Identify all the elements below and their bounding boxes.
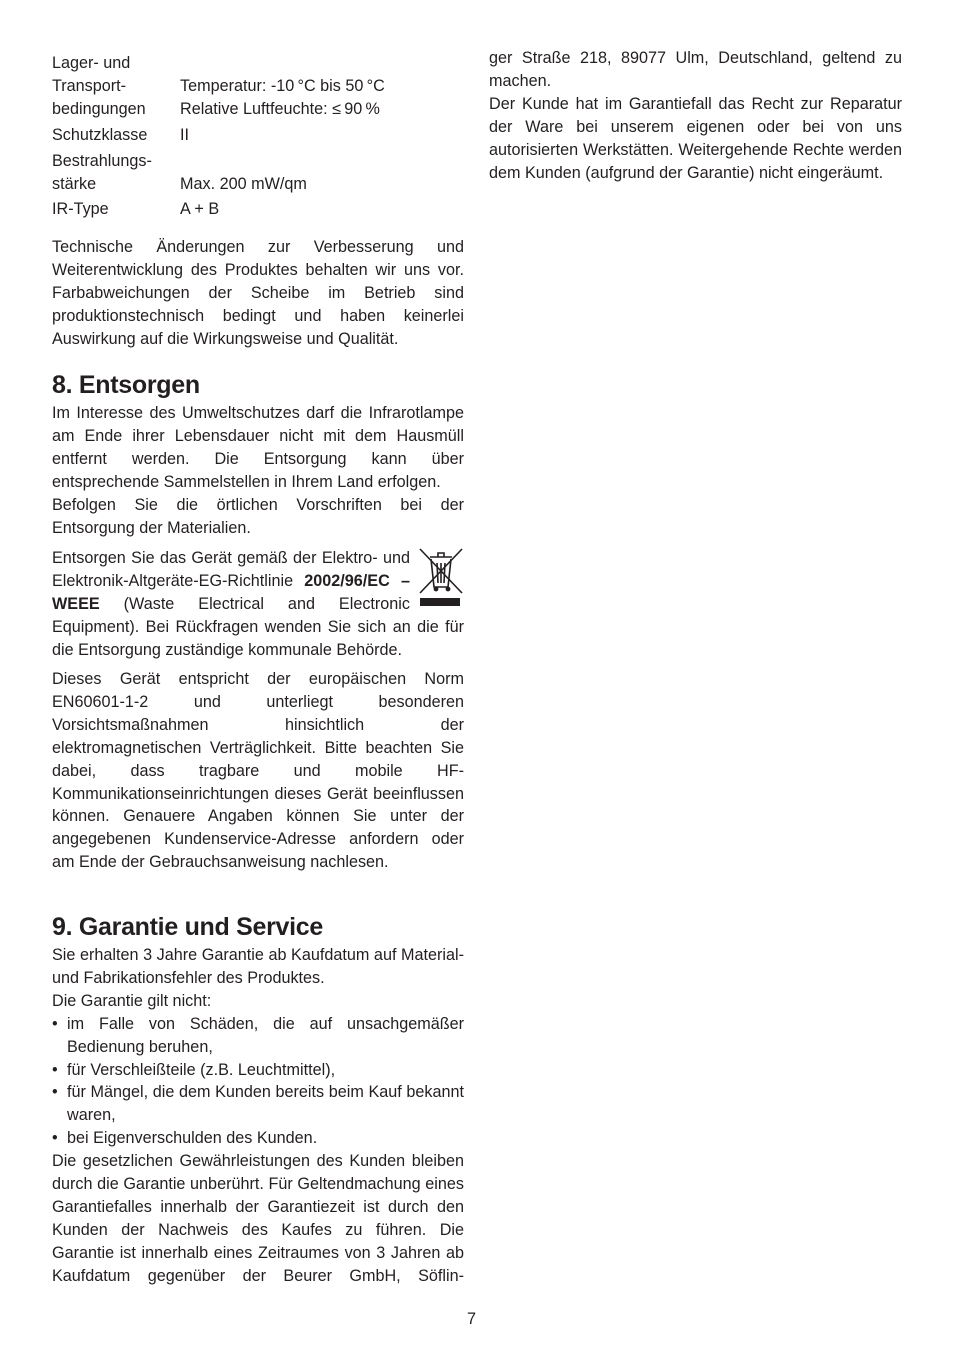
spec-label <box>52 52 180 121</box>
section-heading: 9. Garantie und Service <box>52 913 323 941</box>
spec-label <box>52 150 180 196</box>
spec-label <box>52 124 180 147</box>
weee-directive-bold: 2002/96/EC – WEEE <box>52 572 410 614</box>
spec-value <box>180 52 464 121</box>
spec-value-line <box>180 52 464 75</box>
warranty-exclusions-list <box>52 1013 464 1150</box>
weee-text-continued: (Waste Electrical and Electronic Equipment). Bei Rückfragen wenden Sie sich an die für die Entsorgung zuständige kommunale Behörde. <box>52 595 464 660</box>
spec-value-line: A + B <box>180 200 220 219</box>
warranty-continued <box>489 47 902 184</box>
spec-label-line: bedingungen <box>52 99 146 118</box>
spec-label-line: stärke <box>52 174 97 193</box>
spec-row-storage <box>52 52 464 121</box>
spec-label <box>52 198 180 221</box>
tech-note-text: Technische Änderungen zur Verbesserung und Weiterentwicklung des Produktes behalten wir uns vor. Farbabweichungen der Scheibe im Betrieb sind produktionstechnisch bedingt und haben keinerlei Auswirkung auf die Wirkungsweise und Qualität. <box>52 238 464 348</box>
warranty-address-continuation: ger Straße 218, 89077 Ulm, Deutschland, geltend zu machen. <box>489 49 902 90</box>
page-number: 7 <box>467 1310 477 1328</box>
list-item: • für Verschleißteile (z.B. Leuchtmittel), <box>52 1059 464 1082</box>
weee-paragraph-block <box>52 547 464 662</box>
warranty-repair-paragraph: Der Kunde hat im Garantiefall das Recht zur Reparatur der Ware bei unserem eigenen oder bei von uns autorisierten Werkstätten. Weitergehende Rechte werden dem Kunden (aufgrund der Garantie) nicht eingeräumt. <box>489 94 902 182</box>
spec-value-line: Max. 200 mW/qm <box>180 174 307 193</box>
spec-value-line: Relative Luftfeuchte: ≤ 90 % <box>180 99 380 118</box>
spec-row-irradiance <box>52 150 464 196</box>
spec-value <box>180 124 464 147</box>
section-heading: 8. Entsorgen <box>52 371 200 399</box>
technical-changes-note <box>52 236 464 351</box>
crossed-out-wheelie-bin-icon <box>418 547 464 609</box>
disposal-paragraph: Im Interesse des Umweltschutzes darf die Infrarotlampe am Ende ihrer Lebensdauer nicht mit dem Hausmüll entfernt werden. Die Entsorgung kann über entsprechende Sammelstellen in Ihrem Land erfolgen. <box>52 404 464 491</box>
weee-text: Entsorgen Sie das Gerät gemäß der Elektro- und Elektronik-Altgeräte-EG-Richtlinie <box>52 549 410 591</box>
warranty-exclusions-intro: Die Garantie gilt nicht: <box>52 991 212 1010</box>
spec-value-line: Temperatur: -10 °C bis 50 °C <box>180 76 385 95</box>
list-item: • bei Eigenverschulden des Kunden. <box>52 1127 464 1150</box>
spec-label-line: Transport- <box>52 76 127 95</box>
spec-label-line: Schutzklasse <box>52 125 148 144</box>
spec-label-line: Lager- und <box>52 54 131 72</box>
list-item: • im Falle von Schäden, die auf unsachgemäßer Bedienung beruhen, <box>52 1013 464 1059</box>
spec-value <box>180 198 464 221</box>
spec-row-ir-type <box>52 198 464 221</box>
disposal-regulations-paragraph: Befolgen Sie die örtlichen Vorschriften bei der Entsorgung der Materialien. <box>52 495 464 537</box>
technical-specs-table <box>52 52 464 224</box>
warranty-statutory-paragraph: Die gesetzlichen Gewährleistungen des Kunden bleiben durch die Garantie unberührt. Für Geltendmachung eines Garantiefalles innerhalb der Garantiezeit ist durch den Kunden der Nachweis des Kaufes zu führen. Die Garantie ist innerhalb eines Zeitraumes von 3 Jahren ab Kaufdatum gegenüber der Beurer GmbH, Söflin- <box>52 1152 464 1285</box>
spec-value <box>180 150 464 196</box>
spec-row-protection-class <box>52 124 464 147</box>
weee-paragraph <box>52 547 464 662</box>
warranty-paragraph: Sie erhalten 3 Jahre Garantie ab Kaufdatum auf Material- und Fabrikationsfehler des Produktes. <box>52 946 464 987</box>
emc-paragraph: Dieses Gerät entspricht der europäischen Norm EN60601-1-2 und unterliegt besonderen Vorsichtsmaßnahmen hinsichtlich der elektromagnetischen Verträglichkeit. Bitte beachten Sie dabei, dass tragbare und mobile HF-Kommunikationseinrichtungen dieses Gerät beeinflussen können. Genauere Angaben können Sie unter der angegebenen Kundenservice-Adresse anfordern oder am Ende der Gebrauchsanweisung nachlesen. <box>52 669 464 872</box>
spec-value-line <box>180 150 464 173</box>
spec-value-line: II <box>180 125 189 144</box>
section-warranty <box>52 912 464 1288</box>
spec-label-line: Bestrahlungs- <box>52 151 152 170</box>
section-disposal <box>52 370 464 874</box>
list-item: • für Mängel, die dem Kunden bereits beim Kauf bekannt waren, <box>52 1081 464 1127</box>
spec-label-line: IR-Type <box>52 200 109 219</box>
